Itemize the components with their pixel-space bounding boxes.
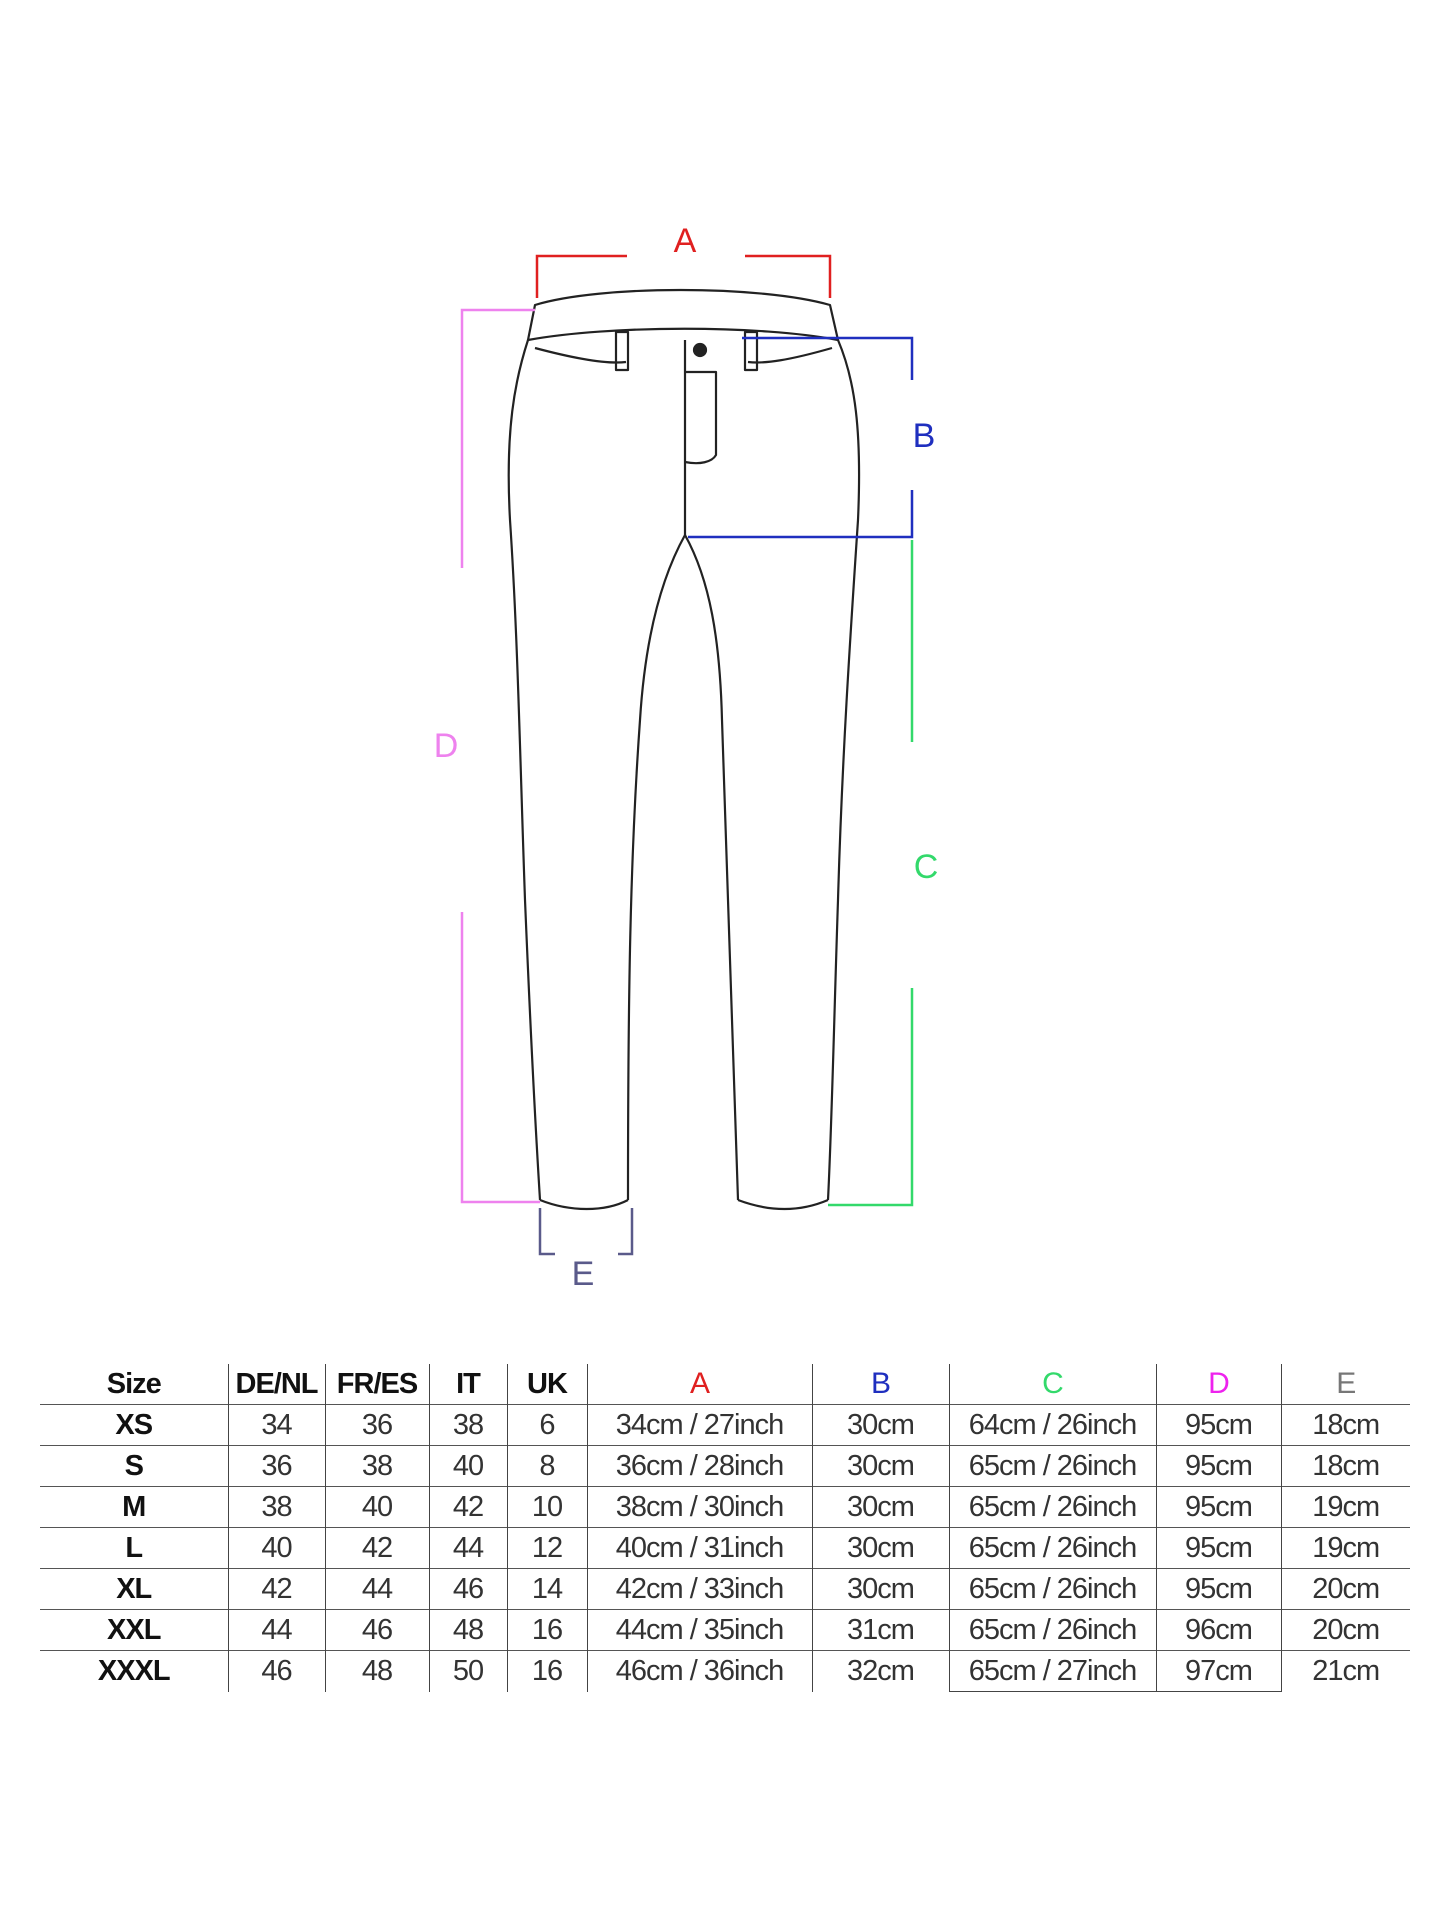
cell-uk: 12 [507, 1528, 587, 1569]
cell-a: 36cm / 28inch [587, 1446, 812, 1487]
measure-d-bracket [462, 310, 540, 1202]
table-row [40, 1610, 1410, 1651]
cell-a: 44cm / 35inch [587, 1610, 812, 1651]
size-chart-table [40, 1364, 1410, 1692]
cell-de-nl: 42 [228, 1569, 325, 1610]
cell-a: 38cm / 30inch [587, 1487, 812, 1528]
cell-e: 20cm [1281, 1569, 1410, 1610]
header-b: B [812, 1364, 949, 1405]
cell-uk: 8 [507, 1446, 587, 1487]
header-a: A [587, 1364, 812, 1405]
cell-uk: 14 [507, 1569, 587, 1610]
cell-e: 18cm [1281, 1446, 1410, 1487]
cell-uk: 6 [507, 1405, 587, 1446]
cell-c: 65cm / 26inch [949, 1569, 1156, 1610]
measure-c-label: C [913, 848, 939, 886]
cell-uk: 16 [507, 1651, 587, 1692]
cell-fr-es: 36 [325, 1405, 429, 1446]
cell-e: 19cm [1281, 1487, 1410, 1528]
cell-b: 30cm [812, 1528, 949, 1569]
cell-uk: 16 [507, 1610, 587, 1651]
measure-c-bracket [828, 540, 912, 1205]
cell-de-nl: 46 [228, 1651, 325, 1692]
cell-d: 95cm [1156, 1569, 1281, 1610]
cell-b: 30cm [812, 1569, 949, 1610]
cell-d: 95cm [1156, 1446, 1281, 1487]
cell-fr-es: 44 [325, 1569, 429, 1610]
table-row [40, 1569, 1410, 1610]
cell-d: 95cm [1156, 1405, 1281, 1446]
cell-size: XXXL [40, 1651, 228, 1692]
header-e: E [1281, 1364, 1410, 1405]
cell-c: 65cm / 27inch [949, 1651, 1156, 1692]
cell-fr-es: 42 [325, 1528, 429, 1569]
header-fr-es: FR/ES [325, 1364, 429, 1405]
measure-e-bracket [540, 1208, 632, 1254]
cell-d: 95cm [1156, 1487, 1281, 1528]
cell-b: 30cm [812, 1487, 949, 1528]
cell-e: 19cm [1281, 1528, 1410, 1569]
cell-c: 65cm / 26inch [949, 1528, 1156, 1569]
cell-a: 40cm / 31inch [587, 1528, 812, 1569]
header-uk: UK [507, 1364, 587, 1405]
cell-b: 32cm [812, 1651, 949, 1692]
cell-c: 65cm / 26inch [949, 1487, 1156, 1528]
cell-size: M [40, 1487, 228, 1528]
cell-de-nl: 44 [228, 1610, 325, 1651]
table-header-row [40, 1364, 1410, 1405]
cell-b: 30cm [812, 1446, 949, 1487]
pants-outline [509, 290, 859, 1209]
measure-e-label: E [571, 1255, 595, 1293]
cell-size: XXL [40, 1610, 228, 1651]
cell-fr-es: 46 [325, 1610, 429, 1651]
cell-d: 97cm [1156, 1651, 1281, 1692]
cell-d: 95cm [1156, 1528, 1281, 1569]
cell-size: S [40, 1446, 228, 1487]
header-c: C [949, 1364, 1156, 1405]
cell-it: 38 [429, 1405, 507, 1446]
cell-c: 65cm / 26inch [949, 1446, 1156, 1487]
table-body [40, 1405, 1410, 1692]
cell-de-nl: 34 [228, 1405, 325, 1446]
cell-size: XL [40, 1569, 228, 1610]
table-row [40, 1446, 1410, 1487]
cell-it: 46 [429, 1569, 507, 1610]
header-size: Size [106, 1368, 161, 1400]
table-row [40, 1651, 1410, 1692]
cell-c: 65cm / 26inch [949, 1610, 1156, 1651]
cell-a: 34cm / 27inch [587, 1405, 812, 1446]
header-d: D [1156, 1364, 1281, 1405]
cell-e: 18cm [1281, 1405, 1410, 1446]
cell-uk: 10 [507, 1487, 587, 1528]
cell-fr-es: 38 [325, 1446, 429, 1487]
cell-e: 20cm [1281, 1610, 1410, 1651]
cell-a: 42cm / 33inch [587, 1569, 812, 1610]
table-row [40, 1528, 1410, 1569]
cell-b: 31cm [812, 1610, 949, 1651]
cell-fr-es: 40 [325, 1487, 429, 1528]
cell-de-nl: 36 [228, 1446, 325, 1487]
cell-b: 30cm [812, 1405, 949, 1446]
measure-a-bracket [537, 256, 830, 298]
measure-b-bracket [688, 338, 912, 537]
cell-it: 40 [429, 1446, 507, 1487]
cell-de-nl: 38 [228, 1487, 325, 1528]
header-de-nl: DE/NL [228, 1364, 325, 1405]
cell-d: 96cm [1156, 1610, 1281, 1651]
cell-a: 46cm / 36inch [587, 1651, 812, 1692]
measure-a-label: A [673, 222, 697, 260]
table-row [40, 1405, 1410, 1446]
cell-c: 64cm / 26inch [949, 1405, 1156, 1446]
table-row [40, 1487, 1410, 1528]
cell-it: 48 [429, 1610, 507, 1651]
cell-it: 44 [429, 1528, 507, 1569]
cell-fr-es: 48 [325, 1651, 429, 1692]
measure-b-label: B [912, 417, 936, 455]
cell-it: 50 [429, 1651, 507, 1692]
cell-de-nl: 40 [228, 1528, 325, 1569]
header-it: IT [429, 1364, 507, 1405]
cell-size: L [40, 1528, 228, 1569]
measure-d-label: D [433, 727, 459, 765]
cell-it: 42 [429, 1487, 507, 1528]
cell-size: XS [40, 1405, 228, 1446]
cell-e: 21cm [1281, 1651, 1410, 1692]
